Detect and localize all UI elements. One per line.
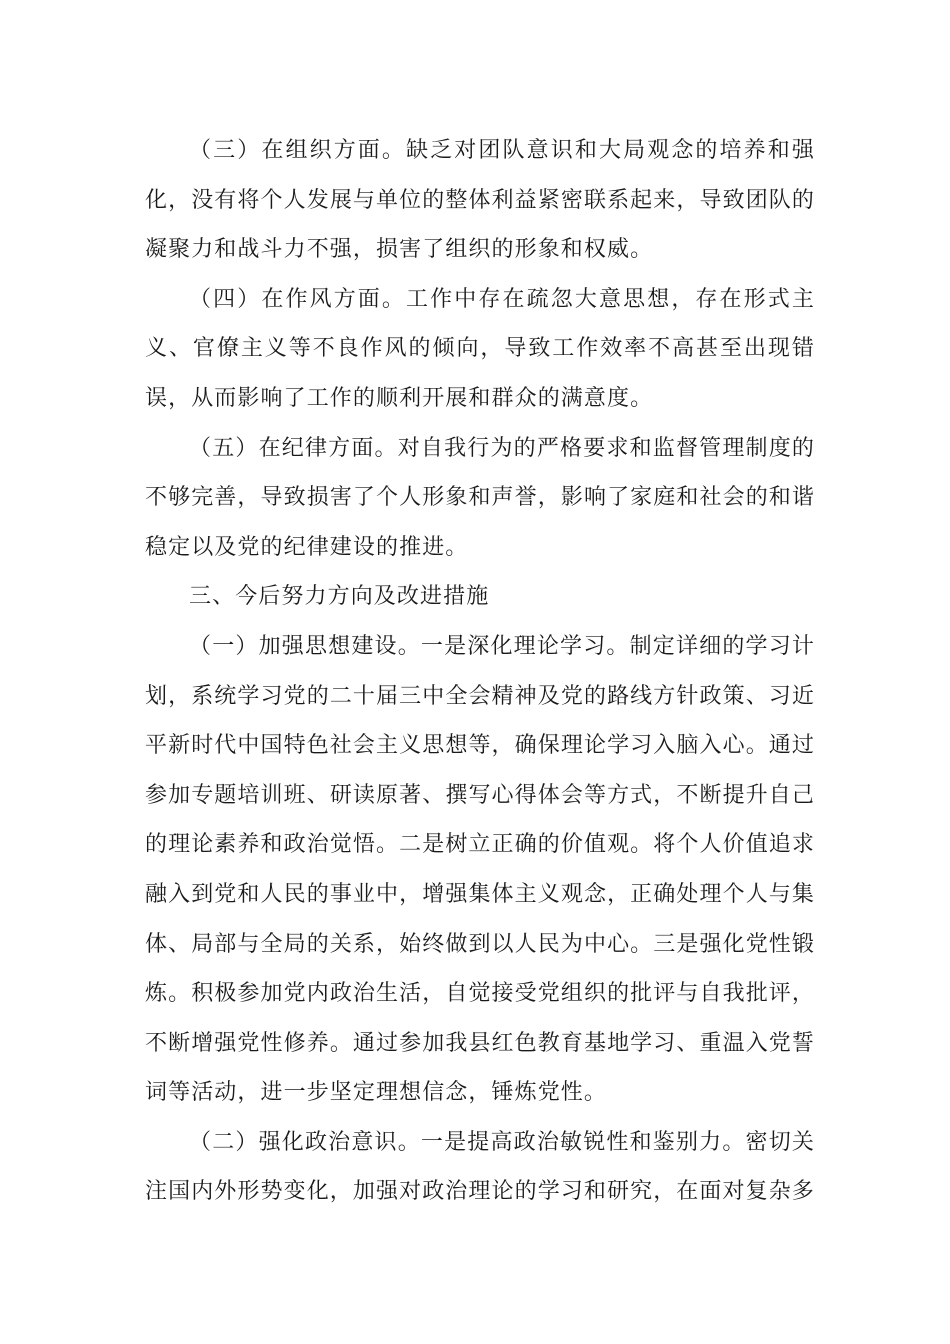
paragraph-ideological-building: （一）加强思想建设。一是深化理论学习。制定详细的学习计划，系统学习党的二十届三中全会精神及党的路线方针政策、习近平新时代中国特色社会主义思想等，确保理论学习入脑入心。通过参加专题培训班、研读原著、撰写心得体会等方式，不断提升自己的理论素养和政治觉悟。二是树立正确的价值观。将个人价值追求融入到党和人民的事业中，增强集体主义观念，正确处理个人与集体、局部与全局的关系，始终做到以人民为中心。三是强化党性锻炼。积极参加党内政治生活，自觉接受党组织的批评与自我批评，不断增强党性修养。通过参加我县红色教育基地学习、重温入党誓词等活动，进一步坚定理想信念，锤炼党性。 <box>145 633 815 1106</box>
document-body <box>145 126 815 1217</box>
paragraph-work-style: （四）在作风方面。工作中存在疏忽大意思想，存在形式主义、官僚主义等不良作风的倾向，导致工作效率不高甚至出现错误，从而影响了工作的顺利开展和群众的满意度。 <box>145 286 815 411</box>
paragraph-discipline: （五）在纪律方面。对自我行为的严格要求和监督管理制度的不够完善，导致损害了个人形象和声誉，影响了家庭和社会的和谐稳定以及党的纪律建设的推进。 <box>145 435 815 560</box>
section-heading-improvement-measures: 三、今后努力方向及改进措施 <box>189 584 490 610</box>
paragraph-political-awareness: （二）强化政治意识。一是提高政治敏锐性和鉴别力。密切关注国内外形势变化，加强对政治理论的学习和研究，在面对复杂多 <box>145 1129 815 1205</box>
paragraph-organization: （三）在组织方面。缺乏对团队意识和大局观念的培养和强化，没有将个人发展与单位的整体利益紧密联系起来，导致团队的凝聚力和战斗力不强，损害了组织的形象和权威。 <box>145 138 815 263</box>
